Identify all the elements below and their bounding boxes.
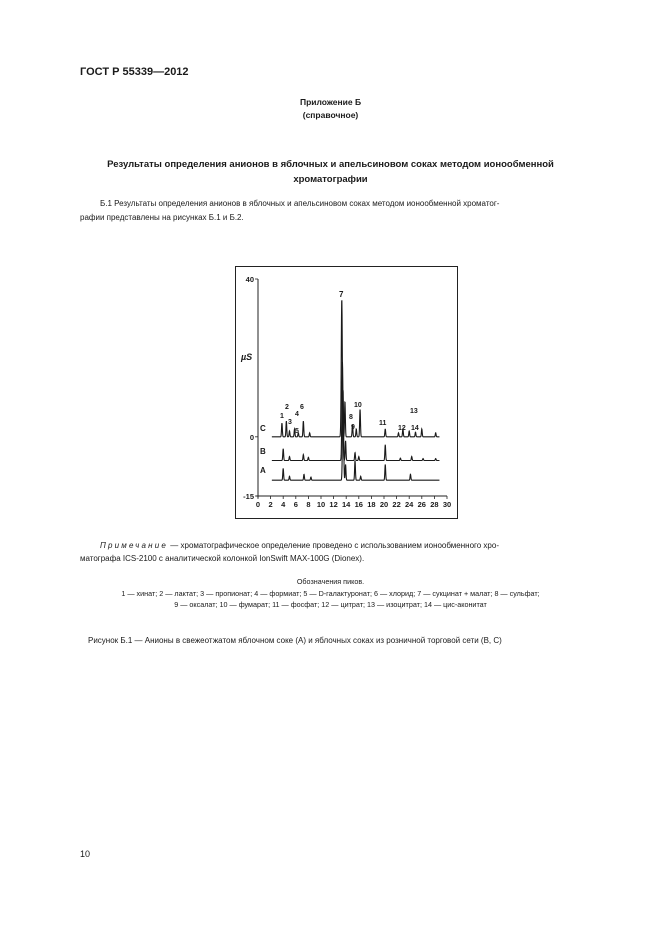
- peak-label-7: 7: [339, 290, 344, 299]
- x-tick-label: 30: [442, 500, 452, 509]
- peak-label-14: 14: [411, 425, 419, 432]
- peak-label-3: 3: [288, 419, 292, 426]
- peak-legend-line2: 9 — оксалат; 10 — фумарат; 11 — фосфат; 12 — цитрат; 13 — изоцитрат; 14 — цис-аконитат: [174, 600, 487, 609]
- annex-subtitle: (справочное): [302, 110, 359, 120]
- chromatogram-figure: [235, 266, 458, 519]
- x-tick-label: 12: [329, 500, 338, 509]
- peak-label-2: 2: [285, 404, 289, 411]
- peak-label-12: 12: [398, 425, 406, 432]
- note-line1: — хроматографическое определение проведено с использованием ионообменного хро-: [168, 541, 499, 550]
- peak-label-4: 4: [295, 411, 299, 418]
- x-tick-label: 22: [392, 500, 401, 509]
- section-title-line1: Результаты определения анионов в яблочных и апельсиновом соках методом ионообменной: [107, 159, 554, 170]
- note-label: Примечание: [100, 541, 169, 550]
- x-tick-label: 16: [354, 500, 363, 509]
- peak-label-1: 1: [280, 413, 284, 420]
- x-tick-label: 4: [281, 500, 286, 509]
- y-axis-label: µS: [241, 352, 253, 362]
- figure-caption: Рисунок Б.1 — Анионы в свежеотжатом яблочном соке (А) и яблочных соках из розничной торговой сети (В, С): [88, 636, 502, 645]
- section-title: [0, 157, 661, 187]
- peak-label-10: 10: [354, 402, 362, 409]
- x-tick-label: 26: [417, 500, 426, 509]
- x-tick-label: 28: [430, 500, 439, 509]
- x-tick-label: 24: [405, 500, 414, 509]
- figure-note: [80, 539, 615, 565]
- x-tick-label: 10: [316, 500, 326, 509]
- y-tick-label: -15: [243, 492, 254, 501]
- x-tick-label: 8: [306, 500, 311, 509]
- peak-label-8: 8: [349, 414, 353, 421]
- x-tick-label: 20: [379, 500, 389, 509]
- x-tick-label: 6: [293, 500, 298, 509]
- peak-label-11: 11: [379, 420, 387, 427]
- series-label-a: A: [260, 466, 266, 475]
- page-number: 10: [80, 849, 91, 859]
- x-tick-label: 14: [342, 500, 351, 509]
- peak-label-9: 9: [351, 424, 355, 431]
- document-code: ГОСТ Р 55339—2012: [80, 66, 189, 78]
- intro-paragraph: [80, 197, 615, 225]
- y-tick-label: 40: [245, 275, 254, 284]
- note-line2: матографа ICS-2100 с аналитической колонкой IonSwift MAX-100G (Dionex).: [80, 554, 365, 563]
- series-label-b: B: [260, 447, 266, 456]
- x-tick-label: 18: [367, 500, 376, 509]
- intro-line2: рафии представлены на рисунках Б.1 и Б.2.: [80, 213, 244, 222]
- peak-label-5: 5: [295, 428, 299, 435]
- x-tick-label: 2: [268, 500, 273, 509]
- section-title-line2: хроматографии: [293, 174, 368, 185]
- chromatogram-chart: [236, 267, 457, 518]
- annex-title: Приложение Б: [299, 97, 362, 107]
- x-tick-label: 0: [255, 500, 261, 509]
- y-tick-label: 0: [249, 432, 254, 442]
- intro-line1: Б.1 Результаты определения анионов в яблочных и апельсиновом соках методом ионообменной хроматог-: [100, 199, 500, 208]
- peak-label-6: 6: [300, 404, 304, 411]
- series-label-c: C: [260, 424, 266, 433]
- peak-label-13: 13: [410, 408, 418, 415]
- peak-legend-heading: Обозначения пиков.: [296, 577, 365, 586]
- peak-legend-line1: 1 — хинат; 2 — лактат; 3 — пропионат; 4 — формиат; 5 — D-галактуронат; 6 — хлорид; 7 — сукцинат + малат; 8 — сульфат;: [121, 589, 540, 598]
